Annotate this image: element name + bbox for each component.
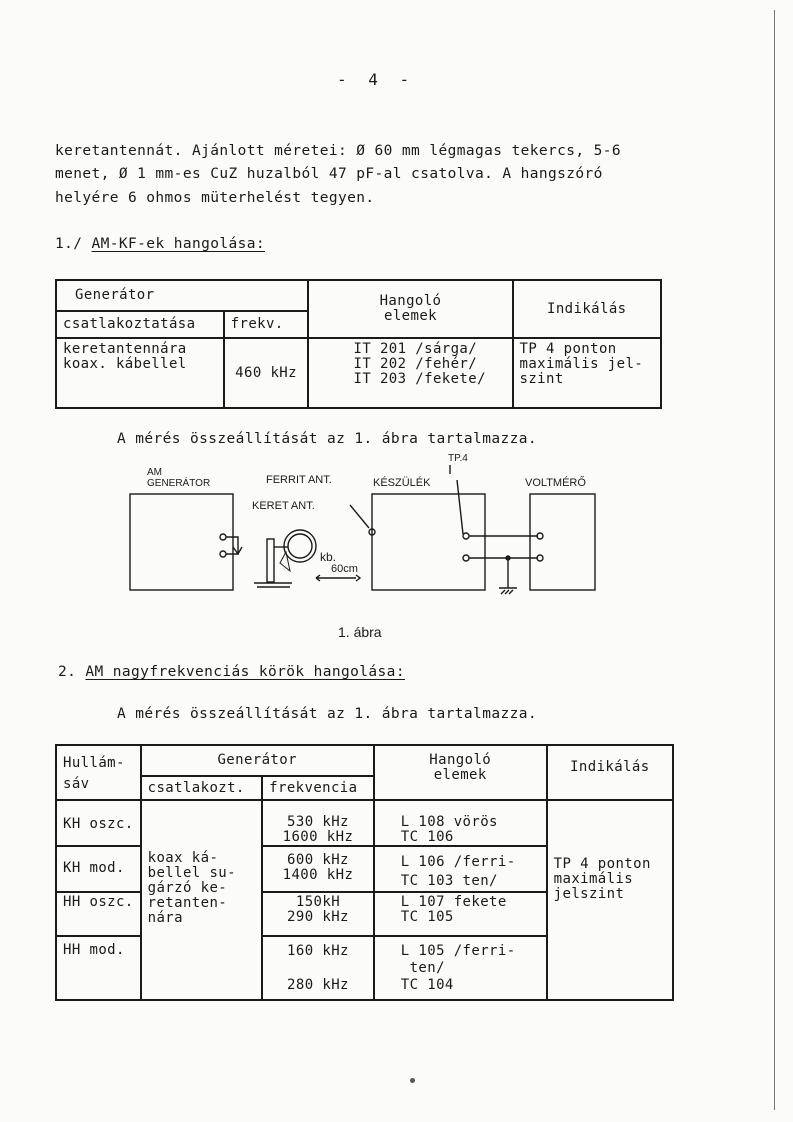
frequency-header: frekv. [224, 311, 309, 338]
tuning-cell: L 107 fekete TC 105 [374, 892, 547, 936]
frequency-cell: 150kH 290 kHz [262, 892, 374, 936]
generator-header: Generátor [141, 745, 374, 776]
intro-line: menet, Ø 1 mm-es CuZ huzalból 47 pF-al csatolva. A hangszóró [55, 166, 603, 182]
frequency-cell: 530 kHz 1600 kHz [262, 800, 374, 846]
figure-note-1: A mérés összeállítását az 1. ábra tartalmazza. [117, 431, 537, 447]
intro-line: keretantennát. Ajánlott méretei: Ø 60 mm légmagas tekercs, 5-6 [55, 143, 622, 159]
am-generator-box [130, 494, 233, 590]
ferrit-ant-label: FERRIT ANT. [266, 474, 332, 486]
frequency-cell: 160 kHz 280 kHz [262, 936, 374, 1000]
tuning-cell: L 106 /ferri- TC 103 ten/ [374, 846, 547, 892]
tp4-terminal [463, 533, 469, 539]
intro-line: helyére 6 ohmos müterhelést tegyen. [55, 190, 375, 206]
frequency-header: frekvencia [262, 776, 374, 800]
band-cell: HH mod. [56, 936, 141, 1000]
frequency-cell: 600 kHz 1400 kHz [262, 846, 374, 892]
connection-header: csatlakoztatása [56, 311, 224, 338]
scan-dot [410, 1078, 415, 1083]
band-cell: KH mod. [56, 846, 141, 892]
frame-antenna-coil [284, 530, 316, 562]
voltmero-label: VOLTMÉRŐ [525, 477, 586, 489]
indication-header: Indikálás [547, 745, 673, 800]
section1-number: 1./ [55, 236, 83, 252]
connection-value: koax ká- bellel su- gárzó ke- retanten- nára [141, 800, 263, 1000]
tuning-cell: L 105 /ferri- ten/ TC 104 [374, 936, 547, 1000]
generator-terminal [220, 551, 226, 557]
tuning-header: Hangoló elemek [308, 280, 512, 338]
distance-kb-label: kb. [320, 550, 337, 564]
section1-table [55, 279, 662, 409]
distance-label: 60cm [331, 563, 358, 575]
generator-header: Generátor [56, 280, 308, 311]
tuning-header: Hangoló elemek [374, 745, 547, 800]
device-box [372, 494, 485, 590]
section2-table [55, 744, 674, 1001]
section1-heading [55, 236, 265, 252]
section2-title: AM nagyfrekvenciás körök hangolása: [85, 664, 405, 680]
indication-value: TP 4 ponton maximális jel- szint [513, 338, 662, 408]
frame-stand [267, 539, 274, 582]
voltmeter-box [530, 494, 595, 590]
keret-ant-label: KERET ANT. [252, 500, 315, 512]
indication-header: Indikálás [513, 280, 662, 338]
band-header: Hullám- sáv [56, 745, 141, 800]
tp4-label: TP.4 [448, 453, 468, 464]
am-generator-label: AM GENERÁTOR [147, 467, 211, 489]
scan-edge-line [774, 10, 775, 1110]
keszulek-label: KÉSZÜLÉK [373, 477, 431, 489]
section2-number: 2. [58, 664, 77, 680]
band-cell: KH oszc. [56, 800, 141, 846]
section2-heading [58, 664, 405, 680]
band-cell: HH oszc. [56, 892, 141, 936]
figure-note-2: A mérés összeállítását az 1. ábra tartalmazza. [117, 706, 537, 722]
figure-caption: 1. ábra [338, 624, 382, 640]
tuning-value: IT 201 /sárga/ IT 202 /fehér/ IT 203 /fekete/ [308, 338, 512, 408]
section1-title: AM-KF-ek hangolása: [91, 236, 265, 252]
indication-value: TP 4 ponton maximális jelszint [547, 800, 673, 1000]
generator-terminal [220, 534, 226, 540]
page-number: - 4 - [337, 70, 416, 89]
frequency-value: 460 kHz [224, 338, 309, 408]
tuning-cell: L 108 vörös TC 106 [374, 800, 547, 846]
connection-header: csatlakozt. [141, 776, 263, 800]
connection-value: keretantennára koax. kábellel [56, 338, 224, 408]
